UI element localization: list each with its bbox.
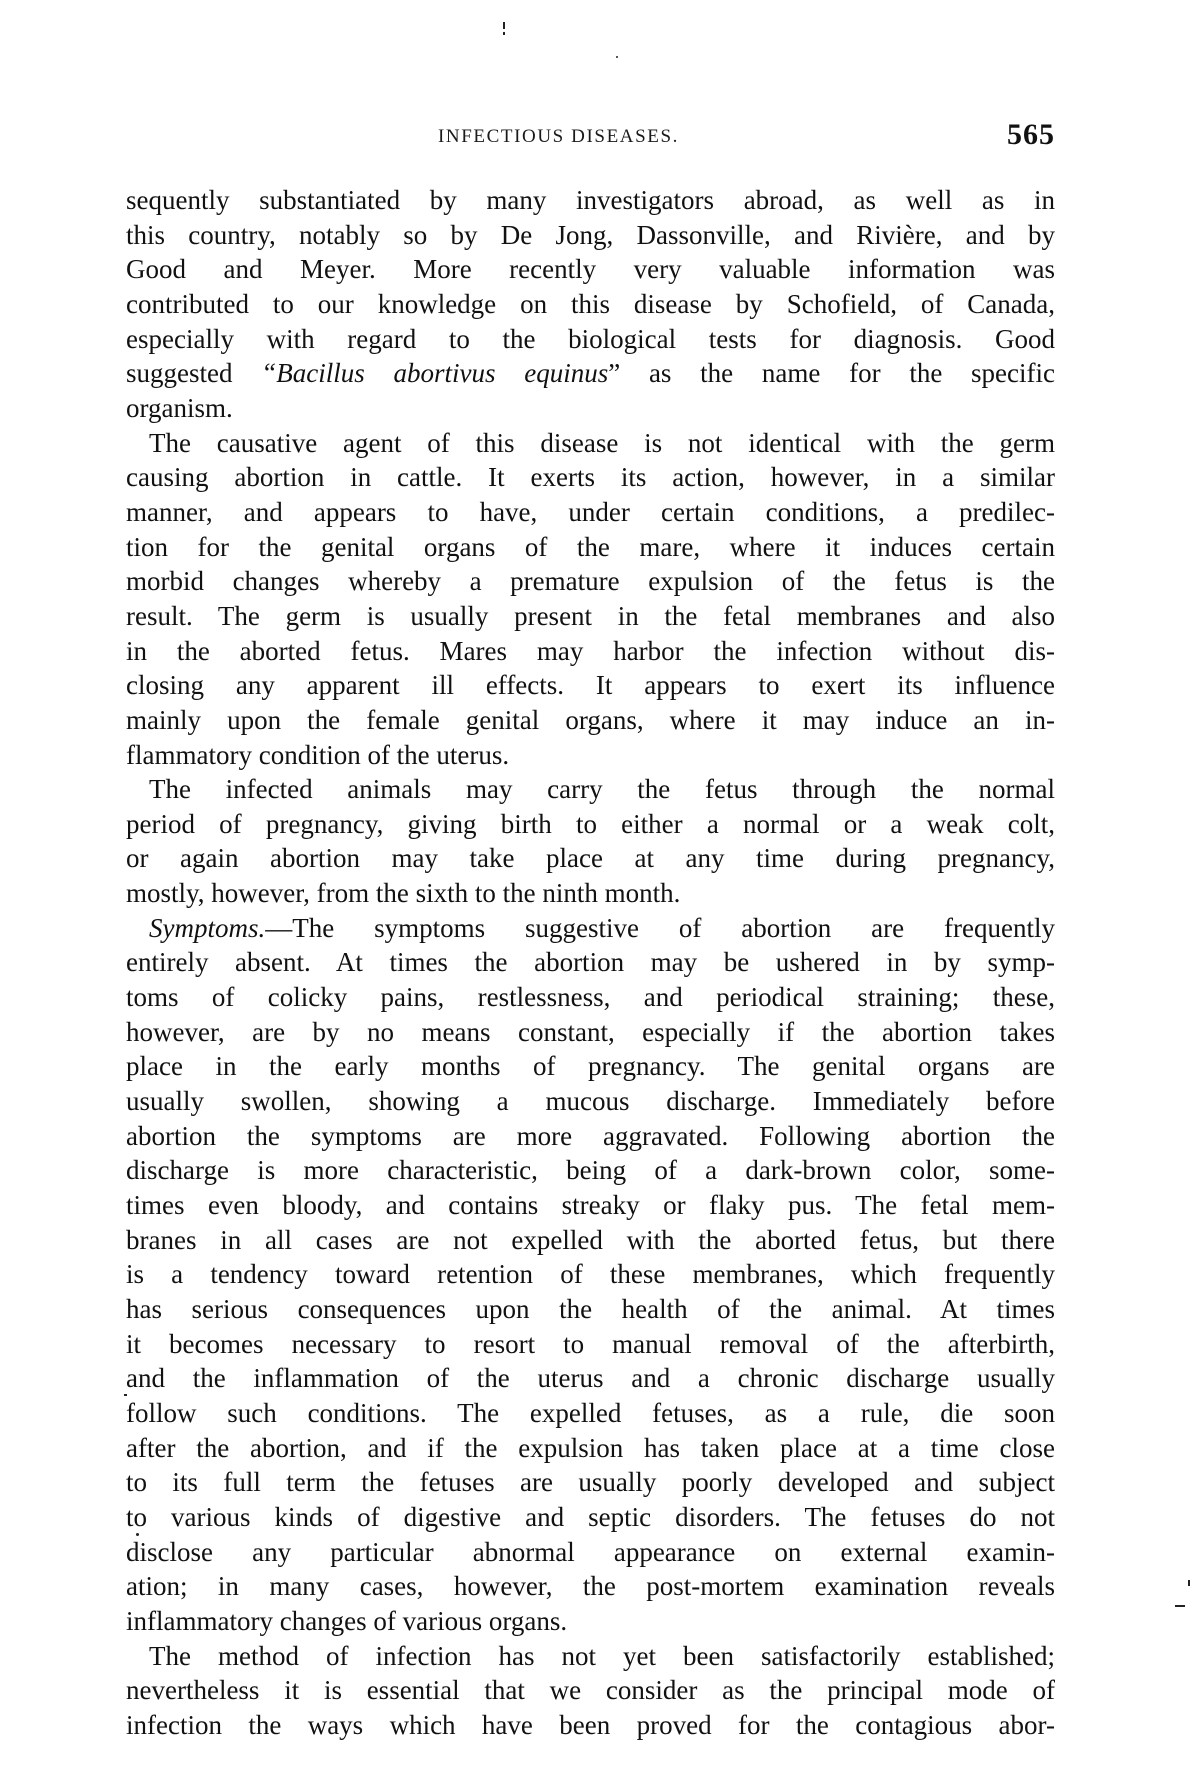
italic-text: “Bacillus abortivus equinus — [261, 358, 609, 389]
text-line: entirely absent. At times the abortion may be ushered in by symp- — [126, 947, 1055, 978]
text-line: place in the early months of pregnancy. The genital organs are — [126, 1051, 1055, 1082]
text-line: suggested “Bacillus abortivus equinus” as the name for the specific — [126, 358, 1056, 389]
text-line: organism. — [126, 392, 233, 423]
scan-speck — [1188, 1580, 1190, 1586]
text-line: The method of infection has not yet been satisfactorily established; — [149, 1640, 1055, 1671]
text-line: follow such conditions. The expelled fetuses, as a rule, die soon — [126, 1397, 1055, 1428]
text-line: especially with regard to the biological tests for diagnosis. Good — [126, 323, 1055, 354]
scan-speck — [1175, 1605, 1185, 1607]
text-line: mostly, however, from the sixth to the ninth month. — [126, 878, 681, 909]
text-line: causing abortion in cattle. It exerts its action, however, in a similar — [126, 462, 1055, 493]
text-line: times even bloody, and contains streaky or flaky pus. The fetal mem- — [126, 1190, 1055, 1221]
text-line: Good and Meyer. More recently very valuable information was — [126, 254, 1055, 285]
text-line: or again abortion may take place at any time during pregnancy, — [126, 843, 1055, 874]
italic-text: Symptoms. — [149, 912, 266, 943]
running-title: INFECTIOUS DISEASES. — [438, 126, 680, 147]
text-line: usually swollen, showing a mucous discharge. Immediately before — [126, 1086, 1055, 1117]
text-line: disclose any particular abnormal appearance on external examin- — [126, 1536, 1055, 1567]
scan-speck — [616, 56, 618, 58]
scan-speck — [503, 22, 505, 29]
text-line: it becomes necessary to resort to manual removal of the afterbirth, — [126, 1328, 1055, 1359]
text-line: ation; in many cases, however, the post-mortem examination reveals — [126, 1571, 1055, 1602]
text-line: The causative agent of this disease is not identical with the germ — [149, 427, 1055, 458]
text-line: discharge is more characteristic, being of a dark-brown color, some- — [126, 1155, 1055, 1186]
text-line: after the abortion, and if the expulsion has taken place at a time close — [126, 1432, 1055, 1463]
text-line: this country, notably so by De Jong, Dassonville, and Rivière, and by — [126, 219, 1055, 250]
text-line: is a tendency toward retention of these membranes, which frequently — [126, 1259, 1055, 1290]
text-line: mainly upon the female genital organs, where it may induce an in- — [126, 704, 1055, 735]
text-line: abortion the symptoms are more aggravated. Following abortion the — [126, 1120, 1055, 1151]
text-line: however, are by no means constant, especially if the abortion takes — [126, 1016, 1055, 1047]
text-line: branes in all cases are not expelled with the aborted fetus, but there — [126, 1224, 1055, 1255]
text-line: manner, and appears to have, under certain conditions, a predilec- — [126, 496, 1055, 527]
paragraph — [126, 772, 1055, 911]
paragraph — [126, 911, 1055, 1639]
text-line: result. The germ is usually present in the fetal membranes and also — [126, 600, 1055, 631]
text-line: morbid changes whereby a premature expulsion of the fetus is the — [126, 566, 1055, 597]
text-line: has serious consequences upon the health of the animal. At times — [126, 1294, 1055, 1324]
scan-speck — [503, 32, 505, 35]
paragraph — [126, 183, 1055, 426]
page-number: 565 — [1007, 118, 1055, 151]
running-head — [126, 118, 1055, 154]
paragraph — [126, 1639, 1055, 1743]
text-line: to its full term the fetuses are usually poorly developed and subject — [126, 1467, 1055, 1498]
text-line: inflammatory changes of various organs. — [126, 1605, 568, 1636]
text-line: period of pregnancy, giving birth to either a normal or a weak colt, — [126, 808, 1055, 839]
text-line: infection the ways which have been proved for the contagious abor- — [126, 1709, 1055, 1740]
paragraph — [126, 426, 1055, 773]
text-line: nevertheless it is essential that we consider as the principal mode of — [126, 1675, 1055, 1706]
text-line: closing any apparent ill effects. It appears to exert its influence — [126, 670, 1055, 701]
text-line: sequently substantiated by many investigators abroad, as well as in — [126, 185, 1055, 215]
scan-speck — [124, 1394, 127, 1396]
scan-speck — [136, 1533, 139, 1536]
text-line: tion for the genital organs of the mare, where it induces certain — [126, 531, 1055, 562]
body-text — [126, 183, 1055, 1743]
text-line: to various kinds of digestive and septic disorders. The fetuses do not — [126, 1501, 1055, 1532]
text-line: and the inflammation of the uterus and a chronic discharge usually — [126, 1363, 1055, 1394]
text-line: The infected animals may carry the fetus through the normal — [149, 774, 1055, 805]
text-line: in the aborted fetus. Mares may harbor the infection without dis- — [126, 635, 1055, 666]
text-line: toms of colicky pains, restlessness, and periodical straining; these, — [126, 982, 1055, 1013]
text-line: Symptoms.—The symptoms suggestive of abortion are frequently — [149, 912, 1055, 943]
text-line: contributed to our knowledge on this disease by Schofield, of Canada, — [126, 288, 1055, 319]
text-line: flammatory condition of the uterus. — [126, 739, 510, 770]
